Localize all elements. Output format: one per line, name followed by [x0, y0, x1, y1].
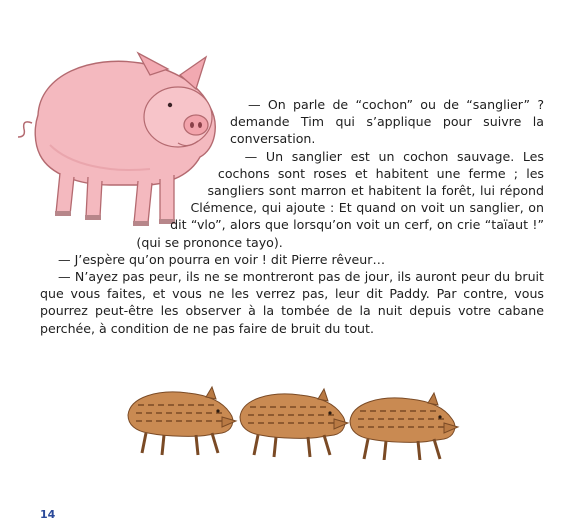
boar-piglet-3 [350, 393, 458, 460]
boar-piglet-1 [128, 387, 236, 455]
paragraph-pierre: — J’espère qu’on pourra en voir ! dit Pierre rêveur… [58, 251, 386, 267]
boar-piglets-illustration [118, 375, 468, 460]
paragraph-paddy: — N’ayez pas peur, ils ne se montreront pas de jour, ils auront peur du bruit que vous faites, et vous ne les verrez pas, leur dit Paddy. Par contre, vous pourrez peut-être les observer à la tombée de la nuit depuis votre cabane perchée, à condition de ne pas faire de bruit du tout. [40, 269, 544, 336]
paragraph-clemence: — Un sanglier est un cochon sauvage. Les cochons sont roses et habitent une ferme ; les sangliers sont marron et habitent la forêt, lui répond Clémence, qui ajoute : Et quand on voit un sanglier, on dit “vlo”, alors que lorsqu’on voit un cerf, on crie “taïaut !” (qui se prononce tayo). [136, 148, 544, 250]
boar-piglet-2 [240, 389, 348, 457]
page-number: 14 [40, 508, 56, 521]
story-text [40, 96, 544, 337]
paragraph-tim: — On parle de “cochon” ou de “sanglier” ? demande Tim qui s’applique pour suivre la conversation. [230, 97, 544, 147]
